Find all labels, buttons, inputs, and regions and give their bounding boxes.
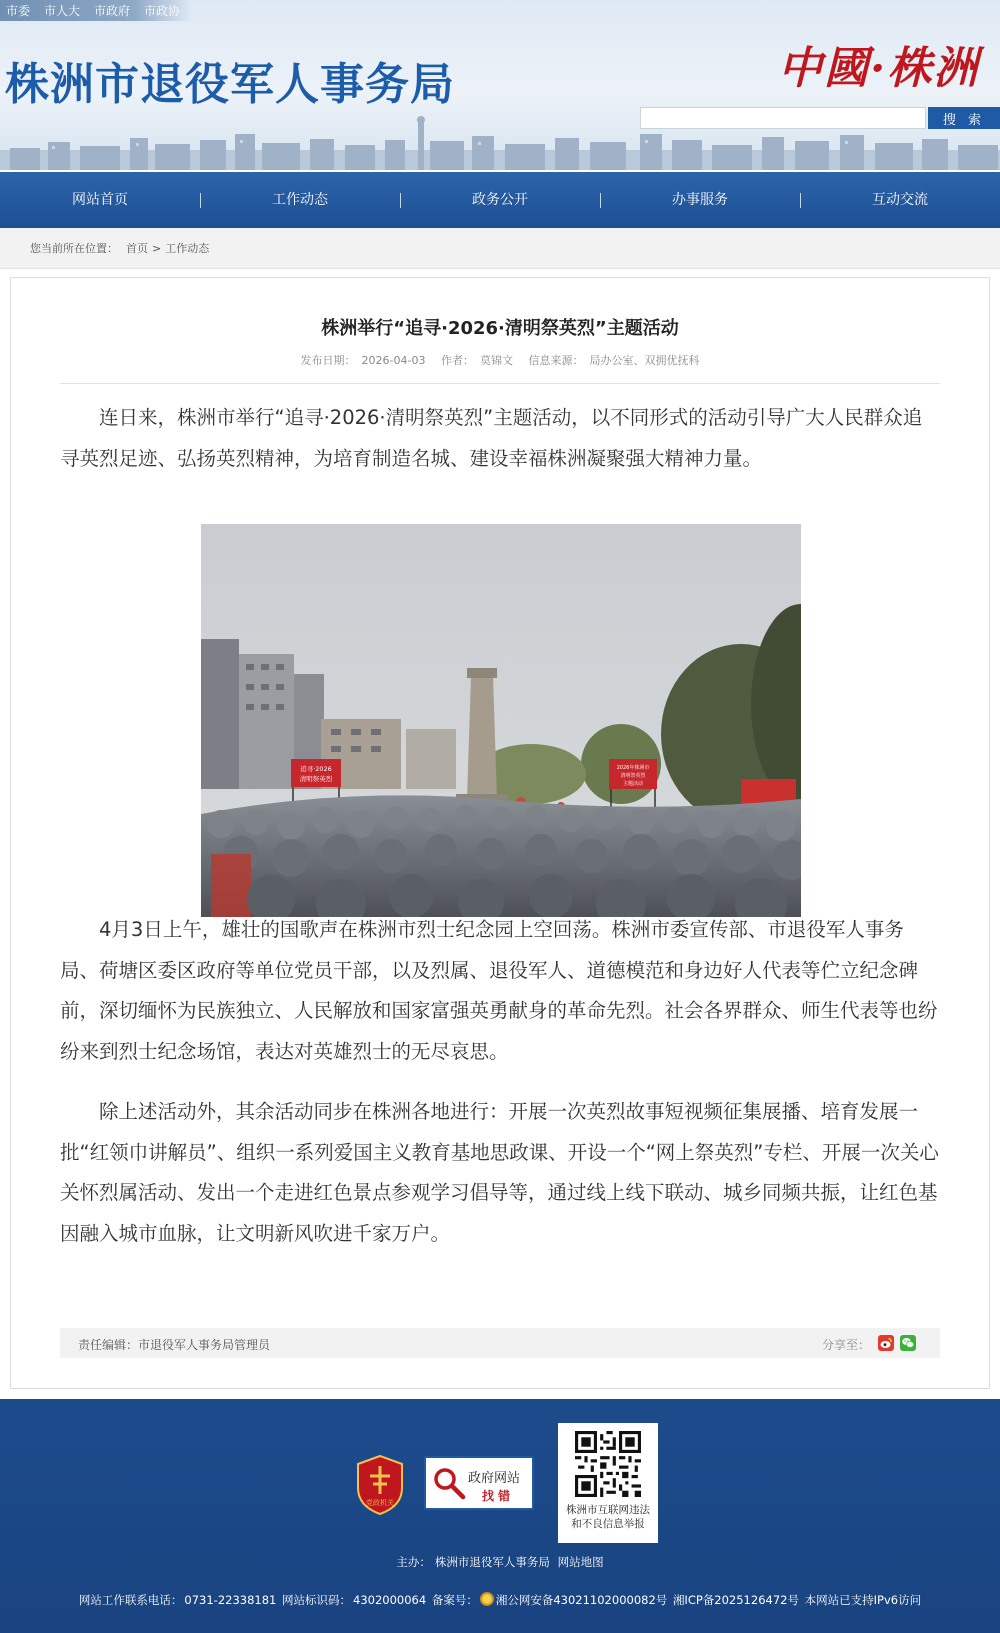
top-links — [0, 0, 192, 21]
qr-code-icon — [575, 1431, 641, 1497]
banner-left-line-1: 追寻·2026 — [300, 765, 332, 773]
qr-caption — [558, 1503, 658, 1531]
article-paragraph-1: 连日来，株洲市举行“追寻·2026·清明祭英烈”主题活动，以不同形式的活动引导广大人民群众追寻英烈足迹、弘扬英烈精神，为培育制造名城、建设幸福株洲凝聚强大精神力量。 — [60, 406, 923, 470]
site-footer — [0, 1399, 1000, 1633]
record-label: 备案号： — [431, 1593, 478, 1607]
city-logo: 中國·株洲 — [778, 43, 980, 94]
article-paragraph-3: 除上述活动外，其余活动同步在株洲各地进行：开展一次英烈故事短视频征集展播、培育发展一批“红领巾讲解员”、组织一系列爱国主义教育基地思政课、开设一个“网上祭英烈”专栏、开展一次关心关怀烈属活动、发出一个走进红色景点参观学习倡导等，通过线上线下联动、城乡同频共振，让红色基因融入城市血脉，让文明新风吹进千家万户。 — [60, 1100, 939, 1245]
findbug-sub: 找 错 — [482, 1489, 511, 1503]
host-info — [0, 1554, 1000, 1570]
source-label: 信息来源： — [528, 354, 584, 367]
find-error-button[interactable] — [424, 1456, 534, 1510]
search-button[interactable]: 搜 索 — [928, 107, 1000, 129]
banner-right-line-1: 2026年株洲市 — [616, 765, 650, 771]
banner-left-line-2: 清明祭英烈 — [299, 775, 333, 783]
article-paragraph-2: 4月3日上午，雄壮的国歌声在株洲市烈士纪念园上空回荡。株洲市委宣传部、市退役军人事务局、荷塘区委区政府等单位党员干部，以及烈属、退役军人、道德模范和身边好人代表等伫立纪念碑前，深切缅怀为民族独立、人民解放和国家富强英勇献身的革命先烈。社会各界群众、师生代表等也纷纷来到烈士纪念场馆，表达对英雄烈士的无尽哀思。 — [60, 918, 938, 1063]
site-id: 4302000064 — [353, 1593, 427, 1607]
qr-caption-line-1: 株洲市互联网违法 — [566, 1504, 650, 1516]
top-link-government[interactable]: 市政府 — [94, 4, 131, 18]
publish-date: 2026-04-03 — [361, 354, 426, 367]
site-header — [0, 0, 1000, 170]
article-panel — [10, 277, 990, 1389]
source: 局办公室、双拥优抚科 — [589, 354, 700, 367]
badge-text: 党政机关 — [366, 1499, 394, 1507]
police-badge-icon — [480, 1592, 494, 1606]
ceremony-photo — [201, 524, 801, 917]
report-qr-code[interactable] — [558, 1423, 658, 1543]
icp-record[interactable]: 湘ICP备2025126472号 — [672, 1593, 799, 1607]
share-label: 分享至： — [821, 1338, 870, 1352]
host-name: 株洲市退役军人事务局 — [434, 1555, 550, 1569]
footer-registration — [0, 1592, 1000, 1608]
article-title: 株洲举行“追寻·2026·清明祭英烈”主题活动 — [321, 318, 679, 339]
breadcrumb-separator: > — [152, 241, 162, 255]
banner-right-line-3: 主题活动 — [622, 781, 644, 787]
findbug-title: 政府网站 — [468, 1471, 521, 1486]
editor-info — [78, 1336, 270, 1353]
breadcrumb-work-news[interactable]: 工作动态 — [165, 242, 210, 255]
title-divider — [60, 383, 940, 384]
main-nav — [0, 172, 1000, 228]
city-skyline-image — [0, 110, 1000, 170]
top-link-cppcc[interactable]: 市政协 — [144, 4, 181, 18]
nav-interaction[interactable]: 互动交流 — [800, 172, 1000, 228]
editor-bar — [60, 1328, 940, 1358]
weibo-icon[interactable] — [878, 1335, 894, 1351]
breadcrumb — [0, 228, 1000, 269]
editor-name: 市退役军人事务局管理员 — [138, 1338, 271, 1352]
ceremony-photo-illustration — [201, 524, 801, 917]
top-link-congress[interactable]: 市人大 — [44, 4, 81, 18]
nav-work-news[interactable]: 工作动态 — [200, 172, 400, 228]
author-label: 作者： — [440, 354, 474, 367]
phone-label: 网站工作联系电话： — [78, 1593, 183, 1607]
phone: 0731-22338181 — [184, 1593, 277, 1607]
banner-right-line-2: 清明祭英烈 — [620, 773, 646, 779]
author: 莫锦文 — [479, 354, 513, 367]
wechat-icon[interactable] — [900, 1335, 916, 1351]
party-government-badge[interactable] — [355, 1454, 405, 1516]
qr-caption-line-2: 和不良信息举报 — [571, 1518, 645, 1530]
top-link-party[interactable]: 市委 — [6, 4, 31, 18]
editor-label: 责任编辑： — [78, 1338, 139, 1352]
nav-services[interactable]: 办事服务 — [600, 172, 800, 228]
site-title[interactable]: 株洲市退役军人事务局 — [5, 59, 455, 110]
police-record[interactable]: 湘公网安备43021102000082号 — [495, 1593, 668, 1607]
ipv6-note: 本网站已支持IPv6访问 — [804, 1593, 922, 1607]
nav-government-affairs[interactable]: 政务公开 — [400, 172, 600, 228]
host-label: 主办： — [396, 1555, 431, 1569]
article-meta — [11, 352, 989, 368]
sitemap-link[interactable]: 网站地图 — [557, 1555, 604, 1569]
nav-home[interactable]: 网站首页 — [72, 192, 128, 208]
breadcrumb-label: 您当前所在位置： — [30, 242, 118, 255]
date-label: 发布日期： — [300, 354, 356, 367]
breadcrumb-home[interactable]: 首页 — [126, 242, 148, 255]
magnifier-icon — [432, 1466, 466, 1500]
site-id-label: 网站标识码： — [282, 1593, 352, 1607]
